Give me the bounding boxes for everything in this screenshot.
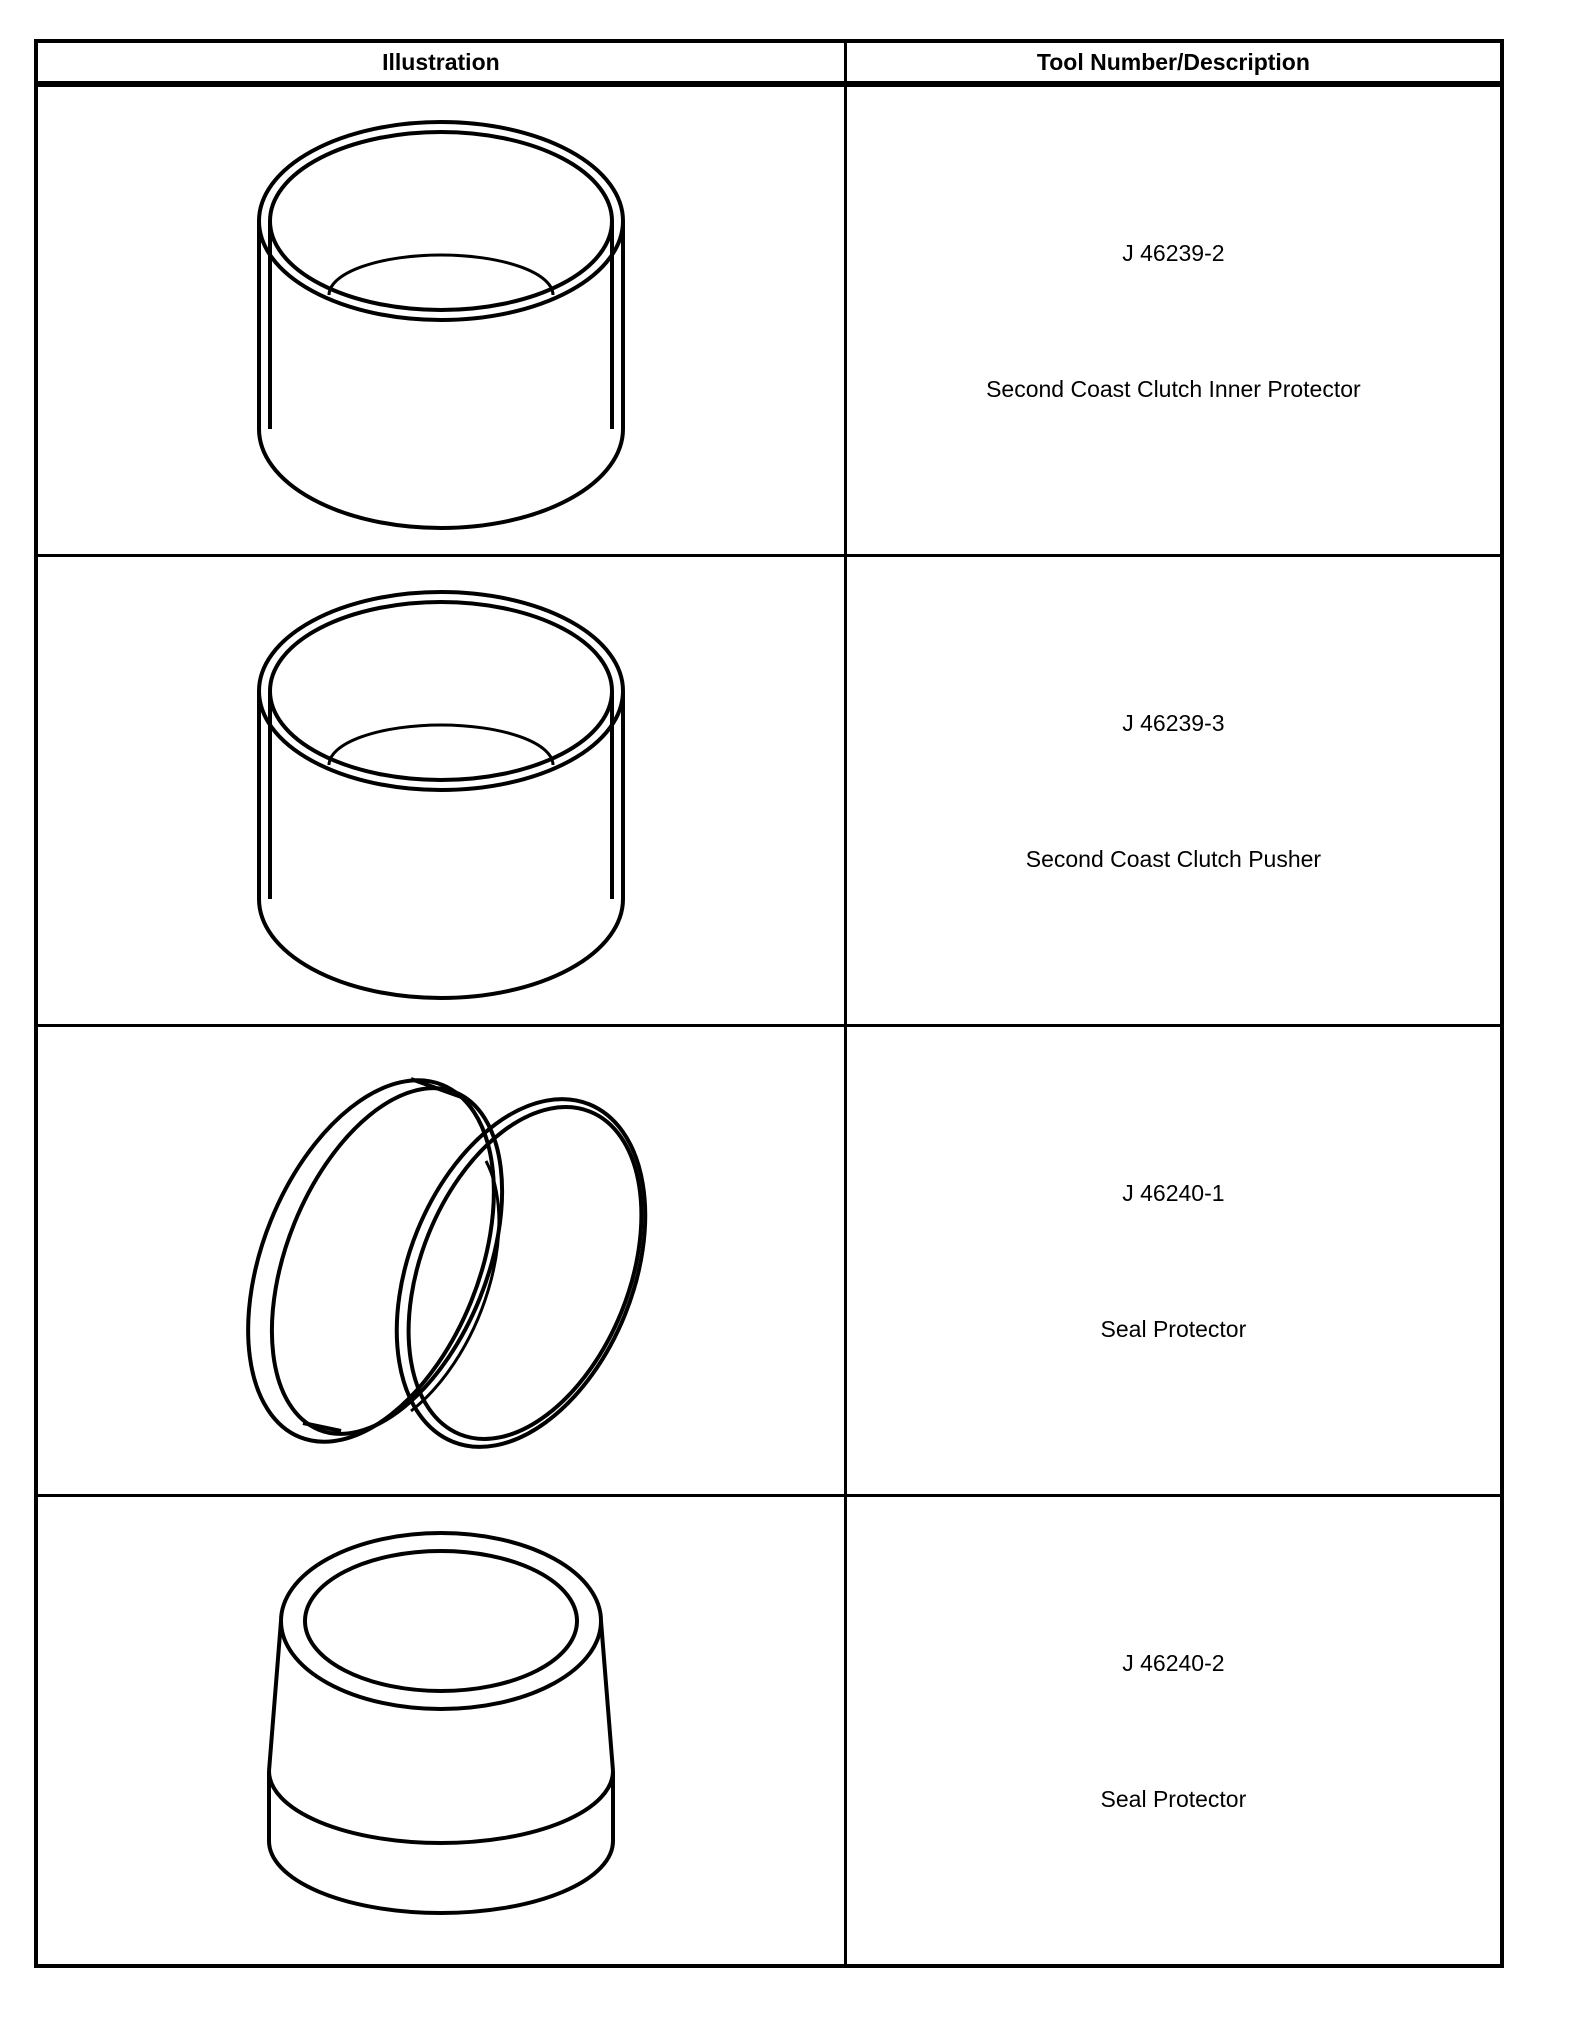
table-row bbox=[36, 1026, 1502, 1496]
illustration-cell bbox=[36, 84, 845, 556]
stepped-seal-protector-icon bbox=[231, 1051, 651, 1471]
cylindrical-sleeve-icon bbox=[231, 111, 651, 531]
illustration-cell bbox=[36, 556, 845, 1026]
header-illustration: Illustration bbox=[36, 41, 845, 84]
table-header-row bbox=[36, 41, 1502, 84]
description-cell bbox=[845, 1026, 1502, 1496]
tool-description: Seal Protector bbox=[1100, 1315, 1247, 1342]
tool-description: Seal Protector bbox=[1100, 1785, 1247, 1812]
table-row bbox=[36, 556, 1502, 1026]
illustration-cell bbox=[36, 1496, 845, 1967]
tool-number: J 46240-1 bbox=[1122, 1179, 1225, 1206]
tool-table bbox=[34, 39, 1504, 1968]
description-cell bbox=[845, 84, 1502, 556]
header-tool-number-description: Tool Number/Description bbox=[845, 41, 1502, 84]
tool-number: J 46239-3 bbox=[1122, 709, 1225, 736]
cylindrical-sleeve-icon bbox=[231, 581, 651, 1001]
tool-number: J 46240-2 bbox=[1122, 1649, 1225, 1676]
tapered-seal-protector-icon bbox=[231, 1521, 651, 1941]
description-cell bbox=[845, 556, 1502, 1026]
table-row bbox=[36, 84, 1502, 556]
tool-description: Second Coast Clutch Pusher bbox=[1025, 845, 1322, 872]
tool-description: Second Coast Clutch Inner Protector bbox=[986, 375, 1361, 402]
description-cell bbox=[845, 1496, 1502, 1967]
illustration-cell bbox=[36, 1026, 845, 1496]
tool-number: J 46239-2 bbox=[1122, 239, 1225, 266]
table-row bbox=[36, 1496, 1502, 1967]
